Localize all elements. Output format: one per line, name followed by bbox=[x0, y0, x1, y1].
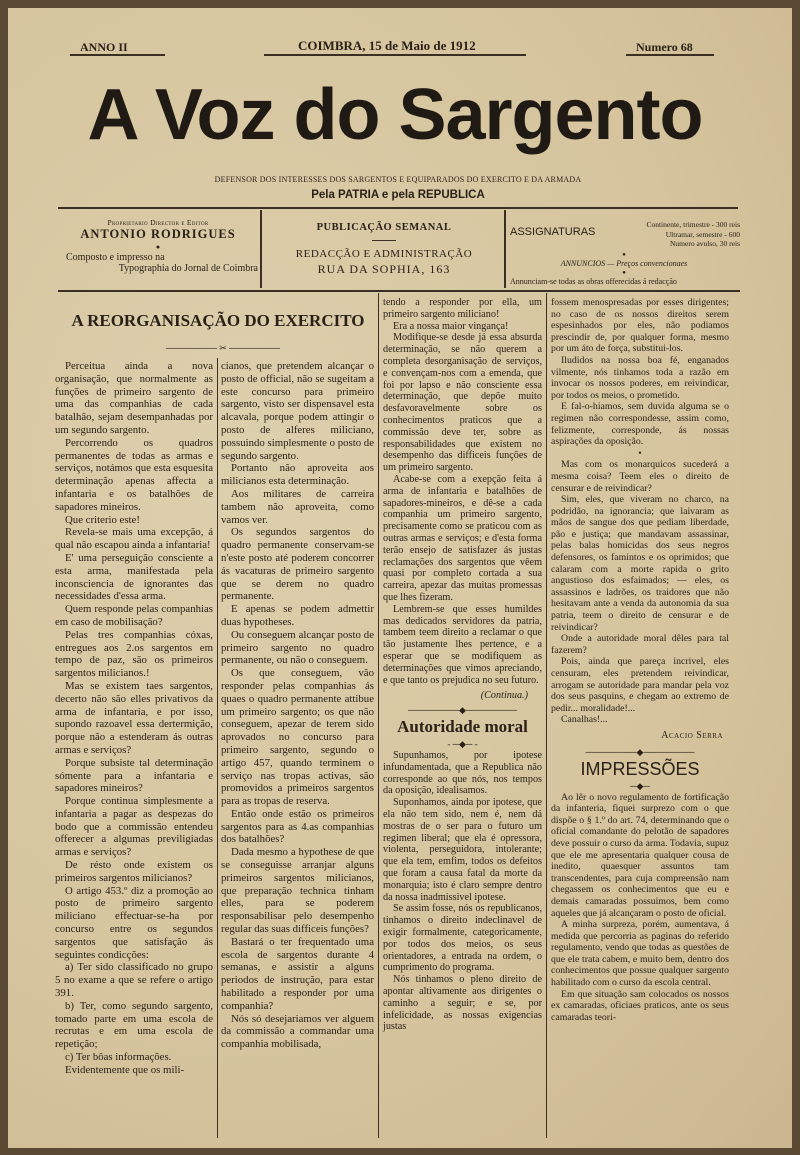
paragraph: Modifique-se desde já essa absurda determinação, se não querem a completa desorganisação de serviços, e convençam-nos com a emenda, que foi por lapso e não consciente essa determinação, que depõe muito desfavoravelmente sobre os conhecimentos praticos que a commissão deve ter, sobre as responsabilidades que existem no desempenho das difficeis funções de um primeiro sargento. bbox=[383, 332, 542, 474]
divider bbox=[58, 207, 738, 209]
subscriptions-box bbox=[508, 218, 740, 288]
editor-box bbox=[58, 218, 258, 288]
paragraph: Nós tinhamos o pleno direito de apontar altivamente aos dirigentes o caminho a seguir; e se, por infelicidade, as nossas exigencias justas bbox=[383, 974, 542, 1033]
column-rule bbox=[217, 358, 218, 1138]
motto: Pela PATRIA e pela REPUBLICA bbox=[311, 189, 485, 201]
rate-single: Numero avulso, 30 reis bbox=[670, 239, 740, 248]
paragraph: Era a nossa maior vingança! bbox=[393, 320, 509, 332]
divider bbox=[58, 290, 740, 292]
paragraph: Sim, eles, que viveram no charco, na podridão, na ignorancia; que laivaram as mãos de sangue dos que pediam liberdade, pão e justiça; que mandavam assassinar, pelas balas homicidas dos seus negros defensores, os famintos e os oprimidos; que calaram com a morte rapida o grito angustioso dos esfaimados; — eles, os assassinos e ladrões, os traidores que não hesitavam ante a venda da autonomia da sua patria, teem o direito de censurar e de reivindicar? bbox=[551, 494, 729, 633]
column-1 bbox=[55, 360, 213, 1077]
paragraph: Nós só desejariamos ver alguem da commissão a commandar uma companhia mobilisada, bbox=[221, 1012, 374, 1051]
paragraph: Acabe-se com a exepção feita á arma de infantaria e batalhões de sapadores-mineiros, e dê-se a cada companhia um primeiro sargento, precisamente como se praticou com as outras armas e serviços; e d'esta forma terão ensejo de satisfazer ás justas reclamações dos sargentos que vêem quasi por completo cortada a sua carreira, apezar das muitas promessas que lhes fizeram. bbox=[383, 473, 542, 603]
ornament-divider: ────────◆──────── bbox=[585, 746, 695, 757]
paragraph: a) Ter sido classificado no grupo 5 no exame a que se refere o artigo 391. bbox=[55, 961, 213, 1000]
issue-number: Numero 68 bbox=[636, 40, 693, 54]
owner-name: ANTONIO RODRIGUES bbox=[80, 227, 236, 241]
paragraph: Aos militares de carreira tambem não aproveita, como vamos ver. bbox=[221, 487, 374, 526]
bullet: ● bbox=[622, 270, 626, 276]
paragraph: Pelas tres companhias cóxas, entregues aos 2.os sargentos em tempo de paz, são os primeiros sargentos milicianos.! bbox=[55, 628, 213, 680]
owner-label: Proprietario Director e Editor bbox=[107, 218, 209, 227]
paragraph: A minha surpreza, porém, aumentava, á medida que percorria as paginas do referido regulamento, vendo que todas as questões de que ele trata cabem, e muito bem, dentro dos conhecimentos que possue qualquer sargento habilitado com o curso da escola central. bbox=[551, 919, 729, 989]
paragraph: Os que conseguem, vão responder pelas companhias ás quaes o quadro permanente attibue um primeiro sargento; os que não conseguem, apezar de terem sido aprovados no concurso para primeiro sargento, segundo o artigo 457, quando terminem o serviço nas tropas activas, são promovidos a primeiros sargentos para as tropas de reserva. bbox=[221, 667, 374, 808]
article-title-autoridade-moral: Autoridade moral bbox=[397, 717, 528, 737]
divider bbox=[504, 210, 506, 288]
subs-title: ASSIGNATURAS bbox=[510, 226, 596, 238]
paragraph: Evidentemente que os mili- bbox=[65, 1063, 185, 1076]
paragraph: Ao lêr o novo regulamento de fortificação da infanteria, fiquei surprezo com o que dispõe o § 1.º do art. 74, determinando que o oficial comandante do pelotão de sapadores deve possuir o curso da arma. Todavia, supuz que ele me apresentaria qualquer cousa de inedito, quaesquer assuntos tam transcendentes, para cuja compreensão nam chegassem os conhecimentos que eu e demais camaradas possuimos, bem como aqueles que já alcançaram o posto de oficial. bbox=[551, 791, 729, 919]
paragraph: Então onde estão os primeiros sargentos para as 4.as companhias dos batalhões? bbox=[221, 807, 374, 846]
bullet: ● bbox=[622, 252, 626, 258]
column-rule bbox=[546, 293, 547, 1138]
paragraph: Bastará o ter frequentado uma escola de sargentos durante 4 semanas, e assistir a alguns periodos de instrução, para estar habilitado a responder por uma companhia? bbox=[221, 935, 374, 1012]
ornament-divider: ─◆─ bbox=[630, 780, 650, 791]
ornament-divider: - ─◆─ - bbox=[447, 739, 478, 750]
ads-label: ANNUNCIOS — Preços convencionaes bbox=[560, 259, 688, 268]
rate-continent: Continente, trimestre - 300 reis bbox=[646, 220, 740, 229]
paragraph: E fal-o-hiamos, sem duvida alguma se o regimen não correspondesse, assim como, felizmente, corresponde, ás nossas aspirações da oposição. bbox=[551, 401, 729, 448]
paragraph: Em que situação sam colocados os nossos ex camaradas, oficiaes praticos, ante os seus camaradas teori- bbox=[551, 988, 729, 1023]
dateline: COIMBRA, 15 de Maio de 1912 bbox=[298, 38, 476, 53]
divider bbox=[626, 54, 714, 56]
subs-rates bbox=[602, 220, 740, 249]
paragraph: Supunhamos, por ipotese infundamentada, que a Republica não corresponde ao que nós, nos tempos da oposição, idealisamos. bbox=[383, 750, 542, 797]
frequency: PUBLICAÇÃO SEMANAL bbox=[316, 222, 452, 233]
ornament-divider: ────────◆──────── bbox=[408, 705, 517, 716]
paragraph: Canalhas!... bbox=[561, 714, 608, 726]
bullet: ● bbox=[155, 243, 161, 251]
masthead-title: A Voz do Sargento bbox=[87, 75, 703, 155]
paragraph: tendo a responder por ella, um primeiro sargento miliciano! bbox=[383, 297, 542, 320]
ornament-divider: ──────── ✂ ──────── bbox=[165, 343, 281, 353]
column-4 bbox=[551, 297, 729, 1023]
paragraph: Mas se existem taes sargentos, decerto não são elles privativos da arma de infantaria, e por isso, supondo razoavel essa dertermição, porque não a estenderam ás outras armas e serviços? bbox=[55, 679, 213, 756]
paragraph: b) Ter, como segundo sargento, tomado parte em uma escola de recrutas e em uma escola de repetição; bbox=[55, 999, 213, 1051]
paragraph: Que criterio este! bbox=[65, 513, 140, 526]
paragraph: cianos, que pretendem alcançar o posto de official, não se sugeitam a este concurso para primeiro sargento, visto ser dispensavel esta alcavala, porque podem attingir o posto de alferes miliciano, possuindo simplesmente o posto de segundo sargento. bbox=[221, 360, 374, 462]
paragraph: E apenas se podem admettir duas hypotheses. bbox=[221, 603, 374, 628]
divider bbox=[70, 54, 165, 56]
paragraph: De résto onde existem os primeiros sargentos milicianos? bbox=[55, 859, 213, 884]
paragraph: Onde a autoridade moral dêles para tal fazerem? bbox=[551, 633, 729, 656]
column-rule bbox=[378, 293, 379, 1138]
divider bbox=[260, 210, 262, 288]
year-label: ANNO II bbox=[80, 40, 128, 54]
author-signature: Acacio Serra bbox=[661, 729, 723, 741]
article-title-reorganisation: A REORGANISAÇÃO DO EXERCITO bbox=[71, 311, 365, 330]
paragraph: fossem menospresadas por esses dirigentes; no caso de os nossos direitos serem espesinhados por eles, não podiamos prescindir de, por qualquer forma, mesmo por um áto de força, substitui-los. bbox=[551, 297, 729, 355]
paragraph: Lembrem-se que esses humildes mas dedicados servidores da patria, tambem teem direito a reclamar o que tão justamente lhes pertence, e a esperar que se modifiquem as determinações que vimos apreciando, e que tanto os prejudica no seu futuro. bbox=[383, 603, 542, 686]
paragraph: Suponhamos, ainda por ipotese, que ela não tem sido, nem é, nem dá mostras de o ser para o futuro um regimen liberal; que ela é opressora, violenta, perseguidora, intolerante; que ela tem, emfim, todos os defeitos que foram a causa fatal da morte da monarquia; isto é claro sempre dentro da nossa inadmissivel ipotese. bbox=[383, 797, 542, 903]
paragraph: Ou conseguem alcançar posto de primeiro sargento no quadro permanente, ou não o conseguem. bbox=[221, 628, 374, 667]
ads-note: Annunciam-se todas as obras offerecidas á redacção bbox=[510, 277, 677, 286]
column-3 bbox=[383, 297, 542, 1033]
paragraph: Revela-se mais uma excepção, á qual não escapou ainda a infantaria! bbox=[55, 526, 213, 552]
divider bbox=[372, 240, 396, 241]
rate-overseas: Ultramar, semestre - 600 bbox=[665, 229, 740, 239]
divider bbox=[264, 54, 526, 56]
paragraph: Portanto não aproveita aos milicianos esta determinação. bbox=[221, 462, 374, 488]
paragraph: Perceitua ainda a nova organisação, que normalmente as funções de primeiro sargento de uma das companhias de cada batalhão, sejam desempanhadas por um segundo sargento. bbox=[55, 360, 213, 436]
article-title-impressoes: IMPRESSÕES bbox=[580, 758, 700, 779]
paragraph: O artigo 453.º diz a promoção ao posto de primeiro sargento miliciano effectuar-se-ha por concurso entre os segundos sargentos que satisfação ás seguintes condicções: bbox=[55, 884, 213, 961]
printed-line2: Typographia do Jornal de Coimbra bbox=[118, 263, 258, 274]
continued-note: (Continua.) bbox=[480, 690, 528, 702]
paragraph: Dada mesmo a hypothese de que se conseguisse arranjar alguns primeiros sargentos milicianos, que preparação technica tinham elles, para se poderem responsabilisar pelo desempenho regular das suas difficeis funções? bbox=[221, 846, 374, 936]
paragraph: Os segundos sargentos do quadro permanente conservam-se n'este posto até poderem concorrer ás vacaturas de primeiro sargento que se derem no quadro permanente. bbox=[221, 526, 374, 603]
paragraph: Percorrendo os quadros permanentes de todas as armas e serviços, notámos que esta esquesita determinação apenas affecta a infantaria e os batalhões de sapadores mineiros. bbox=[55, 436, 213, 513]
printed-line1: Composto e impresso na bbox=[66, 252, 165, 263]
column-2 bbox=[221, 360, 374, 1051]
publication-box bbox=[264, 218, 504, 288]
office-label: REDACÇÃO E ADMINISTRAÇÃO bbox=[295, 248, 473, 260]
paragraph: Porque continua simplesmente a infantaria a pagar as despezas do bodo que a commissão entendeu offerecer a algumas previligiadas armas e serviços? bbox=[55, 795, 213, 859]
paragraph: Quem responde pelas companhias em caso de mobilisação? bbox=[55, 603, 213, 628]
paragraph: c) Ter bôas informações. bbox=[65, 1051, 172, 1064]
address: RUA DA SOPHIA, 163 bbox=[317, 262, 451, 276]
paragraph: Porque subsiste tal determinação sómente para a infantaria e sapadores mineiros? bbox=[55, 756, 213, 795]
subtitle: DEFENSOR DOS INTERESSES DOS SARGENTOS E EQUIPARADOS DO EXERCITO E DA ARMADA bbox=[214, 175, 582, 184]
paragraph: E' uma perseguição consciente a esta arma, manifestada pela inconsciencia de ignorantes das necessidades d'essa arma. bbox=[55, 551, 213, 603]
paragraph: Iludidos na nossa boa fé, enganados vilmente, nós tinhamos toda a razão em invocar os nossos poderes, em reivindicar, por todos os meios, o prometido. bbox=[551, 354, 729, 401]
section-bullet: • bbox=[638, 447, 642, 459]
paragraph: Mas com os monarquicos sucederá a mesma coisa? Teem eles o direito de censurar e de reivindicar? bbox=[551, 459, 729, 494]
newspaper-page bbox=[8, 8, 792, 1148]
paragraph: Se assim fosse, nós os republicanos, tinhamos o direito indeclinavel de exigir formalmente, categoricamente, por todos dos meios, os seus orientadores, a entrada na ordem, o cumprimento do programa. bbox=[383, 903, 542, 974]
paragraph: Pois, ainda que pareça incrivel, eles censuram, eles pretendem reivindicar, arrogam se autoridade para mandar pela voz dos seus pasquins, e chegam ao extremo de pedir... moralidade!... bbox=[551, 656, 729, 714]
